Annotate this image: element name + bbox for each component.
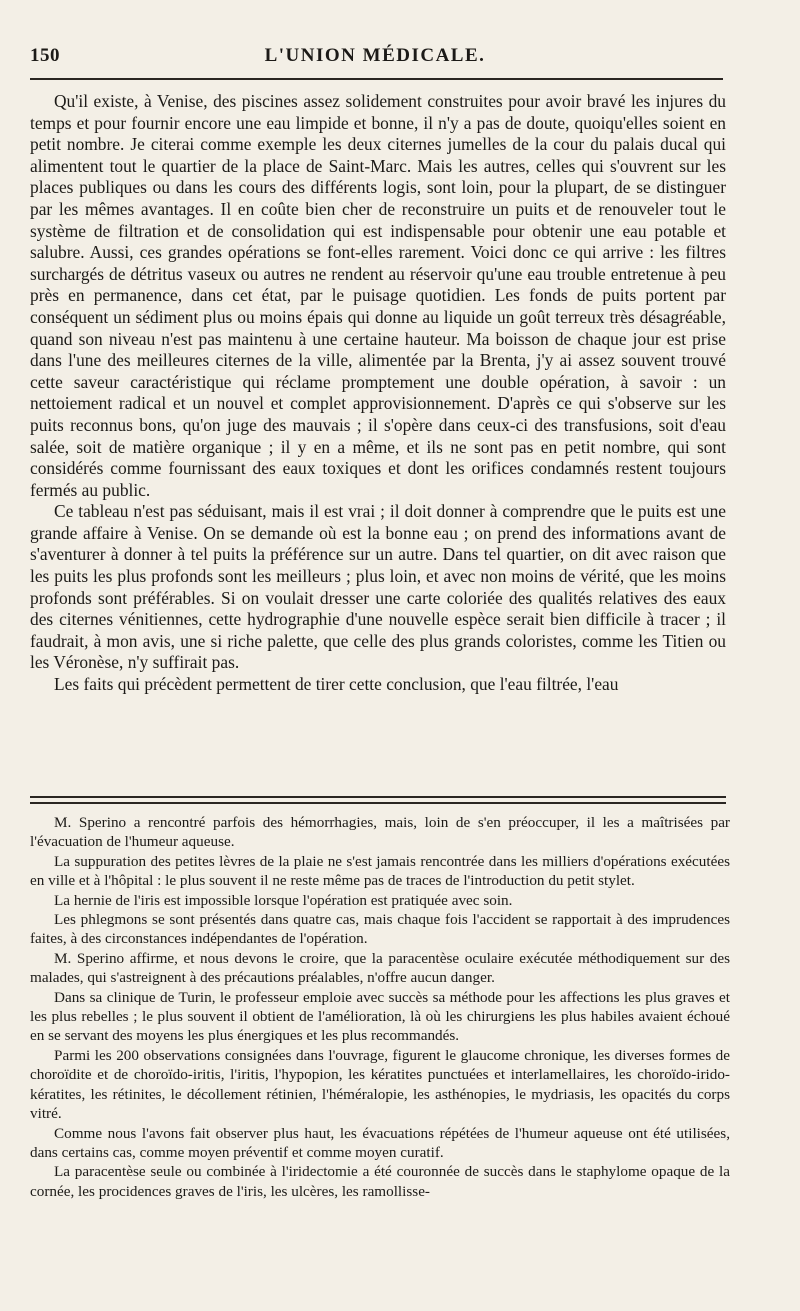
footnote-paragraph: Les phlegmons se sont présentés dans quatre cas, mais chaque fois l'accident se rapportait à des imprudences faites, à des circonstances indépendantes de l'opération.: [30, 911, 730, 948]
page-header: [30, 45, 720, 75]
footnote-separator: [30, 796, 726, 804]
footnote-paragraph: La hernie de l'iris est impossible lorsque l'opération est pratiquée avec soin.: [54, 891, 513, 909]
page-number: 150: [30, 45, 60, 66]
main-text: [30, 91, 726, 696]
footnote-paragraph: Parmi les 200 observations consignées dans l'ouvrage, figurent le glaucome chronique, les diverses formes de choroïdite et de choroïdo-iritis, l'iritis, l'hypopion, les kératites punctuées et interlamellaires, les choroïdo-irido-kératites, les rétinites, le décollement rétinien, l'héméralopie, les asthénopies, le mydriasis, les opacités du corps vitré.: [30, 1046, 730, 1123]
footnote-paragraph: M. Sperino affirme, et nous devons le croire, que la paracentèse oculaire exécutée méthodiquement sur des malades, qui s'astreignent à des précautions préalables, n'offre aucun danger.: [30, 949, 730, 987]
main-paragraph: Qu'il existe, à Venise, des piscines assez solidement construites pour avoir bravé les injures du temps et pour fournir encore une eau limpide et bonne, il n'y a pas de doute, quoiqu'elles soient en petit nombre. Je citerai comme exemple les deux citernes jumelles de la cour du palais ducal qui alimentent tout le quartier de la place de Saint-Marc. Mais les autres, celles qui s'ouvrent sur les places publiques ou dans les cours des différents logis, sont loin, pour la plupart, de se distinguer par les mêmes avantages. Il en coûte bien cher de reconstruire un puits et de renouveler tout le système de filtration et de consolidation qui est indispensable pour obtenir une eau potable et salubre. Aussi, ces grandes opérations se font-elles rarement. Voici donc ce qui arrive : les filtres surchargés de détritus vaseux ou autres ne rendent au réservoir qu'une eau trouble entretenue à peu près en permanence, dans cet état, par le puisage quotidien. Les fonds de puits portent par conséquent un sédiment plus ou moins épais qui donne au liquide un goût terreux très désagréable, quand son niveau n'est pas maintenu à une certaine hauteur. Ma boisson de chaque jour est prise dans l'une des meilleures citernes de la ville, alimentée par la Brenta, j'y ai assez souvent trouvé cette saveur caractéristique qui réclame promptement une double opération, à savoir : un nettoiement radical et un nouvel et complet approvisionnement. D'après ce qui s'observe sur les puits reconnus bons, qu'on juge des mauvais ; il s'opère dans ceux-ci des transfusions, soit d'eau salée, soit de matière organique ; il y en a même, et ils ne sont pas en petit nombre, qui sont considérés comme fournissant des eaux toxiques et dont les orifices condamnés restent toujours fermés au public.: [30, 91, 726, 500]
main-paragraph: Ce tableau n'est pas séduisant, mais il est vrai ; il doit donner à comprendre que le puits est une grande affaire à Venise. On se demande où est la bonne eau ; on prend des informations avant de s'aventurer à donner à tel puits la préférence sur un autre. Dans tel quartier, on dit avec raison que les puits les plus profonds sont les meilleurs ; plus loin, et avec non moins de vérité, que les moins profonds sont préférables. Si on voulait dresser une carte coloriée des qualités relatives des eaux des citernes vénitiennes, cette hydrographie d'une nouvelle espèce serait bien difficile à tracer ; il faudrait, à mon avis, une si riche palette, que celle des plus grands coloristes, comme les Titien ou les Véronèse, n'y suffirait pas.: [30, 501, 726, 673]
footnote-paragraph: La paracentèse seule ou combinée à l'iridectomie a été couronnée de succès dans le staphylome opaque de la cornée, les procidences graves de l'iris, les ulcères, les ramollisse-: [30, 1163, 730, 1200]
footnote-paragraph: Comme nous l'avons fait observer plus haut, les évacuations répétées de l'humeur aqueuse ont été utilisées, dans certains cas, comme moyen préventif et comme moyen curatif.: [30, 1124, 730, 1161]
footnote-paragraph: Dans sa clinique de Turin, le professeur emploie avec succès sa méthode pour les affections les plus graves et les plus rebelles ; le plus souvent il obtient de l'amélioration, là où les chirurgiens les plus habiles avaient échoué en se servant des moyens les plus énergiques et les plus recommandés.: [30, 988, 730, 1045]
main-paragraph: Les faits qui précèdent permettent de tirer cette conclusion, que l'eau filtrée, l'eau: [54, 674, 619, 695]
journal-title: L'UNION MÉDICALE.: [264, 45, 486, 66]
footnote-paragraph: M. Sperino a rencontré parfois des hémorrhagies, mais, loin de s'en préoccuper, il les a maîtrisées par l'évacuation de l'humeur aqueuse.: [30, 814, 730, 851]
footnotes: [30, 813, 730, 1201]
header-rule: [30, 78, 723, 80]
footnote-paragraph: La suppuration des petites lèvres de la plaie ne s'est jamais rencontrée dans les milliers d'opérations exécutées en ville et à l'hôpital : le plus souvent il ne reste même pas de traces de l'introduction du petit stylet.: [30, 852, 730, 890]
